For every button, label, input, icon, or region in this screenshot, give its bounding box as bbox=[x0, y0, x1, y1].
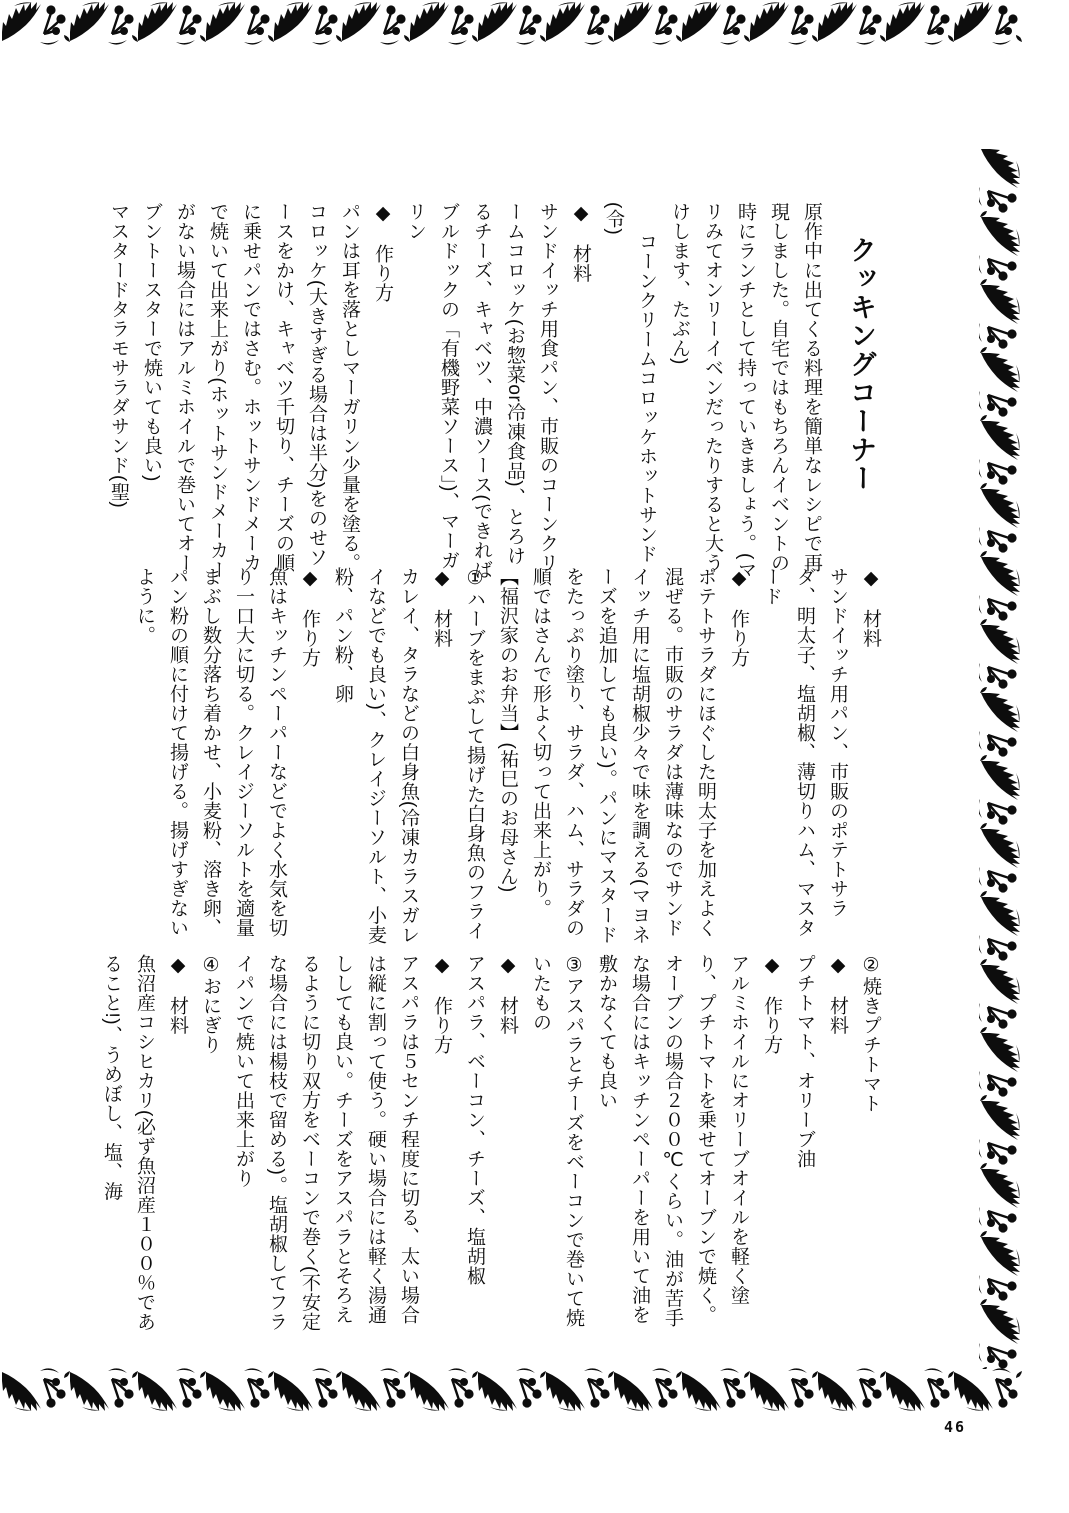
method-text: パンは耳を落としマーガリン少量を塗る。コロッケ(大きすぎる場合は半分)をのせソースをかけ、キャベツ千切り、チーズの順に乗せパンではさむ。ホットサンドメーカで焼いて出来上がり(ホットサンドメーカーがない場合にはアルミホイルで巻いてオーブントースターで焼いても良い) bbox=[141, 202, 360, 580]
method-text: ポテトサラダにほぐした明太子を加えよく混ぜる。市販のサラダは薄味なのでサンドイッチ用に塩胡椒少々で味を調える(マヨネーズを追加しても良い)。パンにマスタードをたっぷり塗り、サラダ、ハム、サラダの順ではさんで形よく切って出来上がり。 bbox=[530, 567, 716, 945]
bento-item-name-fried-whitefish: ①ハーブをまぶして揚げた白身魚のフライ bbox=[464, 567, 485, 941]
page-number: 46 bbox=[944, 1418, 967, 1436]
method-label: ◆ 作り方 bbox=[761, 954, 782, 1055]
recipe-name-corn-croquette-hot-sandwich: コーンクリームコロッケホットサンド(令) bbox=[603, 202, 657, 564]
ingredients-text: サンドイッチ用パン、市販のポテトサラダ、明太子、塩胡椒、薄切りハム、マスタード bbox=[761, 567, 848, 938]
materials-label: ◆ 材料 bbox=[860, 567, 881, 648]
text-band-3 bbox=[95, 954, 887, 1336]
recipe-name-mustard-taramosalata-sandwich: マスタードタラモサラダサンド(聖) bbox=[108, 202, 129, 509]
right-border-ornament-icon bbox=[979, 147, 1023, 1369]
method-label: ◆ 作り方 bbox=[299, 567, 320, 668]
bento-section-heading: 【福沢家のお弁当】(祐巳のお母さん) bbox=[497, 567, 518, 893]
method-text: 魚はキッチンペーパーなどでよく水気を切り一口大に切る。クレイジーソルトを適量まぶし数分落ち着かせ、小麦粉、溶き卵、パン粉の順に付けて揚げる。揚げすぎないように。 bbox=[134, 567, 287, 938]
method-text: アスパラは５センチ程度に切る、太い場合は縦に割って使う。硬い場合には軽く湯通ししても良い。チーズをアスパラとそろえるように切り双方をベーコンで巻く(不安定な場合には楊枝で留める)。塩胡椒してフライパンで焼いて出来上がり bbox=[233, 954, 419, 1332]
method-label: ◆ 作り方 bbox=[372, 202, 393, 303]
materials-label: ◆ 材料 bbox=[570, 202, 591, 283]
bento-item-name-baked-cherry-tomato: ②焼きプチトマト bbox=[860, 954, 881, 1113]
materials-label: ◆ 材料 bbox=[497, 954, 518, 1035]
ingredients-text: 魚沼産コシヒカリ(必ず魚沼産１００％であること!)、うめぼし、塩、海 bbox=[101, 954, 155, 1332]
ingredients-text: カレイ、タラなどの白身魚(冷凍カラスガレイなどでも良い)、クレイジーソルト、小麦粉、パン粉、卵 bbox=[332, 567, 419, 945]
ingredients-text: プチトマト、オリーブ油 bbox=[794, 954, 815, 1169]
bottom-border-ornament-icon bbox=[0, 1367, 1022, 1413]
text-band-2 bbox=[128, 567, 887, 947]
materials-label: ◆ 材料 bbox=[431, 567, 452, 648]
text-band-1 bbox=[102, 202, 889, 580]
materials-label: ◆ 材料 bbox=[167, 954, 188, 1035]
method-label: ◆ 作り方 bbox=[728, 567, 749, 668]
method-text: アルミホイルにオリーブオイルを軽く塗り、プチトマトを乗せてオーブンで焼く。オーブンの場合２００℃くらい。油が苦手な場合にはキッチンペーパーを用いて油を敷かなくても良い bbox=[596, 954, 749, 1328]
bento-item-name-onigiri: ④おにぎり bbox=[200, 954, 221, 1055]
ingredients-text: アスパラ、ベーコン、チーズ、塩胡椒 bbox=[464, 954, 485, 1286]
page-title: クッキングコーナー bbox=[846, 236, 876, 493]
ingredients-text: サンドイッチ用食パン、市販のコーンクリームコロッケ(お惣菜or冷凍食品)、とろけるチーズ、キャベツ、中濃ソース(できればブルドックの「有機野菜ソース」)、マーガリン bbox=[405, 202, 558, 580]
bento-item-name-asparagus-bacon-cheese: ③アスパラとチーズをベーコンで巻いて焼いたもの bbox=[530, 954, 584, 1328]
top-border-ornament-icon bbox=[0, 0, 1022, 46]
intro-paragraph: 原作中に出てくる料理を簡単なレシピで再現しました。自宅ではもちろんイベントの時にランチとして持っていきましょう。(マリみてオンリーイベンだったりすると大うけします、たぶん) bbox=[669, 202, 822, 580]
materials-label: ◆ 材料 bbox=[827, 954, 848, 1035]
method-label: ◆ 作り方 bbox=[431, 954, 452, 1055]
